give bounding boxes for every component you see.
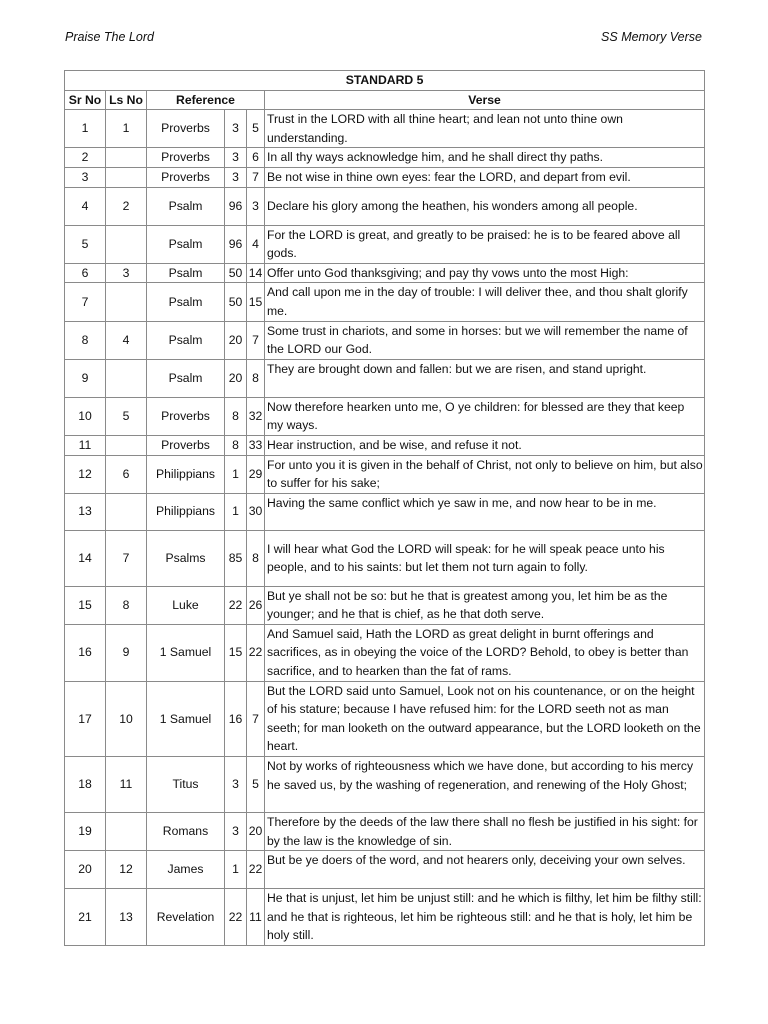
col-header-ls-no: Ls No: [106, 90, 147, 110]
book-cell: Philippians: [147, 493, 225, 530]
chapter-cell: 8: [225, 435, 247, 455]
ls-no-cell: 11: [106, 757, 147, 813]
table-row: [65, 435, 705, 455]
verse-text-cell: In all thy ways acknowledge him, and he shall direct thy paths.: [265, 148, 705, 168]
verse-text-cell: For unto you it is given in the behalf of Christ, not only to believe on him, but also to suffer for his sake;: [265, 455, 705, 493]
verse-text-cell: Offer unto God thanksgiving; and pay thy vows unto the most High:: [265, 263, 705, 283]
sr-no-cell: 2: [65, 148, 106, 168]
verse-number-cell: 7: [247, 167, 265, 187]
chapter-cell: 15: [225, 624, 247, 681]
ls-no-cell: [106, 493, 147, 530]
chapter-cell: 1: [225, 455, 247, 493]
verse-number-cell: 32: [247, 397, 265, 435]
table-row: [65, 187, 705, 225]
chapter-cell: 3: [225, 167, 247, 187]
book-cell: Psalm: [147, 263, 225, 283]
book-cell: Psalm: [147, 359, 225, 397]
table-row: [65, 455, 705, 493]
verse-number-cell: 8: [247, 359, 265, 397]
ls-no-cell: [106, 813, 147, 851]
table-row: [65, 757, 705, 813]
ls-no-cell: 5: [106, 397, 147, 435]
verse-text-cell: Having the same conflict which ye saw in me, and now hear to be in me.: [265, 493, 705, 530]
ls-no-cell: 3: [106, 263, 147, 283]
verse-number-cell: 15: [247, 283, 265, 321]
book-cell: Revelation: [147, 889, 225, 946]
sr-no-cell: 6: [65, 263, 106, 283]
book-cell: Romans: [147, 813, 225, 851]
sr-no-cell: 21: [65, 889, 106, 946]
book-cell: 1 Samuel: [147, 624, 225, 681]
chapter-cell: 1: [225, 493, 247, 530]
verse-text-cell: Be not wise in thine own eyes: fear the LORD, and depart from evil.: [265, 167, 705, 187]
sr-no-cell: 15: [65, 586, 106, 624]
sr-no-cell: 7: [65, 283, 106, 321]
book-cell: Proverbs: [147, 397, 225, 435]
table-row: [65, 530, 705, 586]
col-header-reference: Reference: [147, 90, 265, 110]
ls-no-cell: [106, 283, 147, 321]
memory-verse-table: [64, 70, 705, 946]
ls-no-cell: 7: [106, 530, 147, 586]
header-left-text: Praise The Lord: [65, 30, 154, 44]
ls-no-cell: 8: [106, 586, 147, 624]
book-cell: Proverbs: [147, 167, 225, 187]
col-header-verse: Verse: [265, 90, 705, 110]
sr-no-cell: 13: [65, 493, 106, 530]
table-row: [65, 586, 705, 624]
verse-number-cell: 29: [247, 455, 265, 493]
book-cell: James: [147, 851, 225, 889]
verse-number-cell: 8: [247, 530, 265, 586]
table-row: [65, 851, 705, 889]
chapter-cell: 3: [225, 110, 247, 148]
sr-no-cell: 8: [65, 321, 106, 359]
sr-no-cell: 9: [65, 359, 106, 397]
verse-number-cell: 26: [247, 586, 265, 624]
sr-no-cell: 14: [65, 530, 106, 586]
table-row: [65, 889, 705, 946]
table-row: [65, 148, 705, 168]
chapter-cell: 50: [225, 283, 247, 321]
chapter-cell: 3: [225, 757, 247, 813]
book-cell: Proverbs: [147, 148, 225, 168]
page-header: [65, 30, 702, 48]
book-cell: 1 Samuel: [147, 681, 225, 756]
table-row: [65, 110, 705, 148]
verse-number-cell: 14: [247, 263, 265, 283]
table-row: [65, 167, 705, 187]
verse-text-cell: Declare his glory among the heathen, his wonders among all people.: [265, 187, 705, 225]
verse-number-cell: 22: [247, 624, 265, 681]
table-row: [65, 225, 705, 263]
sr-no-cell: 12: [65, 455, 106, 493]
table-row: [65, 813, 705, 851]
book-cell: Psalm: [147, 187, 225, 225]
verse-text-cell: Some trust in chariots, and some in horses: but we will remember the name of the LORD our God.: [265, 321, 705, 359]
book-cell: Philippians: [147, 455, 225, 493]
ls-no-cell: 4: [106, 321, 147, 359]
verse-number-cell: 30: [247, 493, 265, 530]
table-row: [65, 624, 705, 681]
sr-no-cell: 4: [65, 187, 106, 225]
book-cell: Psalm: [147, 225, 225, 263]
table-row: [65, 283, 705, 321]
ls-no-cell: 10: [106, 681, 147, 756]
verse-number-cell: 5: [247, 110, 265, 148]
verse-number-cell: 4: [247, 225, 265, 263]
table-row: [65, 681, 705, 756]
sr-no-cell: 5: [65, 225, 106, 263]
verse-text-cell: Now therefore hearken unto me, O ye children: for blessed are they that keep my ways.: [265, 397, 705, 435]
ls-no-cell: 6: [106, 455, 147, 493]
chapter-cell: 3: [225, 148, 247, 168]
ls-no-cell: [106, 148, 147, 168]
ls-no-cell: 12: [106, 851, 147, 889]
col-header-sr-no: Sr No: [65, 90, 106, 110]
verse-text-cell: Not by works of righteousness which we have done, but according to his mercy he saved us, by the washing of regeneration, and renewing of the Holy Ghost;: [265, 757, 705, 813]
verse-number-cell: 5: [247, 757, 265, 813]
table-row: [65, 397, 705, 435]
table-title: STANDARD 5: [65, 71, 705, 91]
ls-no-cell: 1: [106, 110, 147, 148]
sr-no-cell: 16: [65, 624, 106, 681]
sr-no-cell: 20: [65, 851, 106, 889]
chapter-cell: 8: [225, 397, 247, 435]
verse-text-cell: Hear instruction, and be wise, and refuse it not.: [265, 435, 705, 455]
verse-number-cell: 3: [247, 187, 265, 225]
verse-text-cell: And call upon me in the day of trouble: I will deliver thee, and thou shalt glorify me.: [265, 283, 705, 321]
ls-no-cell: [106, 167, 147, 187]
verse-number-cell: 7: [247, 681, 265, 756]
verse-number-cell: 7: [247, 321, 265, 359]
table-row: [65, 321, 705, 359]
ls-no-cell: [106, 435, 147, 455]
chapter-cell: 96: [225, 225, 247, 263]
sr-no-cell: 18: [65, 757, 106, 813]
verse-number-cell: 6: [247, 148, 265, 168]
verse-text-cell: He that is unjust, let him be unjust still: and he which is filthy, let him be filthy still: and he that is righteous, let him be righteous still: and he that is holy, let him be holy still.: [265, 889, 705, 946]
book-cell: Luke: [147, 586, 225, 624]
chapter-cell: 85: [225, 530, 247, 586]
book-cell: Psalm: [147, 321, 225, 359]
chapter-cell: 1: [225, 851, 247, 889]
sr-no-cell: 10: [65, 397, 106, 435]
chapter-cell: 96: [225, 187, 247, 225]
chapter-cell: 16: [225, 681, 247, 756]
book-cell: Titus: [147, 757, 225, 813]
chapter-cell: 20: [225, 321, 247, 359]
book-cell: Proverbs: [147, 110, 225, 148]
ls-no-cell: [106, 359, 147, 397]
table-row: [65, 263, 705, 283]
chapter-cell: 22: [225, 586, 247, 624]
verse-text-cell: I will hear what God the LORD will speak: for he will speak peace unto his people, and to his saints: but let them not turn again to folly.: [265, 530, 705, 586]
chapter-cell: 20: [225, 359, 247, 397]
verse-text-cell: Therefore by the deeds of the law there shall no flesh be justified in his sight: for by the law is the knowledge of sin.: [265, 813, 705, 851]
table-row: [65, 493, 705, 530]
verse-text-cell: But the LORD said unto Samuel, Look not on his countenance, or on the height of his stature; because I have refused him: for the LORD seeth not as man seeth; for man looketh on the outward appearance, but the LORD looketh on the heart.: [265, 681, 705, 756]
chapter-cell: 3: [225, 813, 247, 851]
chapter-cell: 22: [225, 889, 247, 946]
header-right-text: SS Memory Verse: [601, 30, 702, 44]
verse-text-cell: And Samuel said, Hath the LORD as great delight in burnt offerings and sacrifices, as in obeying the voice of the LORD? Behold, to obey is better than sacrifice, and to hearken than the fat of rams.: [265, 624, 705, 681]
book-cell: Psalm: [147, 283, 225, 321]
ls-no-cell: [106, 225, 147, 263]
sr-no-cell: 17: [65, 681, 106, 756]
chapter-cell: 50: [225, 263, 247, 283]
verse-number-cell: 20: [247, 813, 265, 851]
verse-number-cell: 11: [247, 889, 265, 946]
sr-no-cell: 11: [65, 435, 106, 455]
sr-no-cell: 1: [65, 110, 106, 148]
verse-text-cell: But be ye doers of the word, and not hearers only, deceiving your own selves.: [265, 851, 705, 889]
verse-number-cell: 22: [247, 851, 265, 889]
book-cell: Proverbs: [147, 435, 225, 455]
verse-text-cell: For the LORD is great, and greatly to be praised: he is to be feared above all gods.: [265, 225, 705, 263]
sr-no-cell: 19: [65, 813, 106, 851]
ls-no-cell: 9: [106, 624, 147, 681]
table-body: [65, 110, 705, 946]
verse-text-cell: Trust in the LORD with all thine heart; and lean not unto thine own understanding.: [265, 110, 705, 148]
ls-no-cell: 13: [106, 889, 147, 946]
sr-no-cell: 3: [65, 167, 106, 187]
ls-no-cell: 2: [106, 187, 147, 225]
verse-text-cell: They are brought down and fallen: but we are risen, and stand upright.: [265, 359, 705, 397]
table-row: [65, 359, 705, 397]
book-cell: Psalms: [147, 530, 225, 586]
verse-text-cell: But ye shall not be so: but he that is greatest among you, let him be as the younger; and he that is chief, as he that doth serve.: [265, 586, 705, 624]
verse-number-cell: 33: [247, 435, 265, 455]
